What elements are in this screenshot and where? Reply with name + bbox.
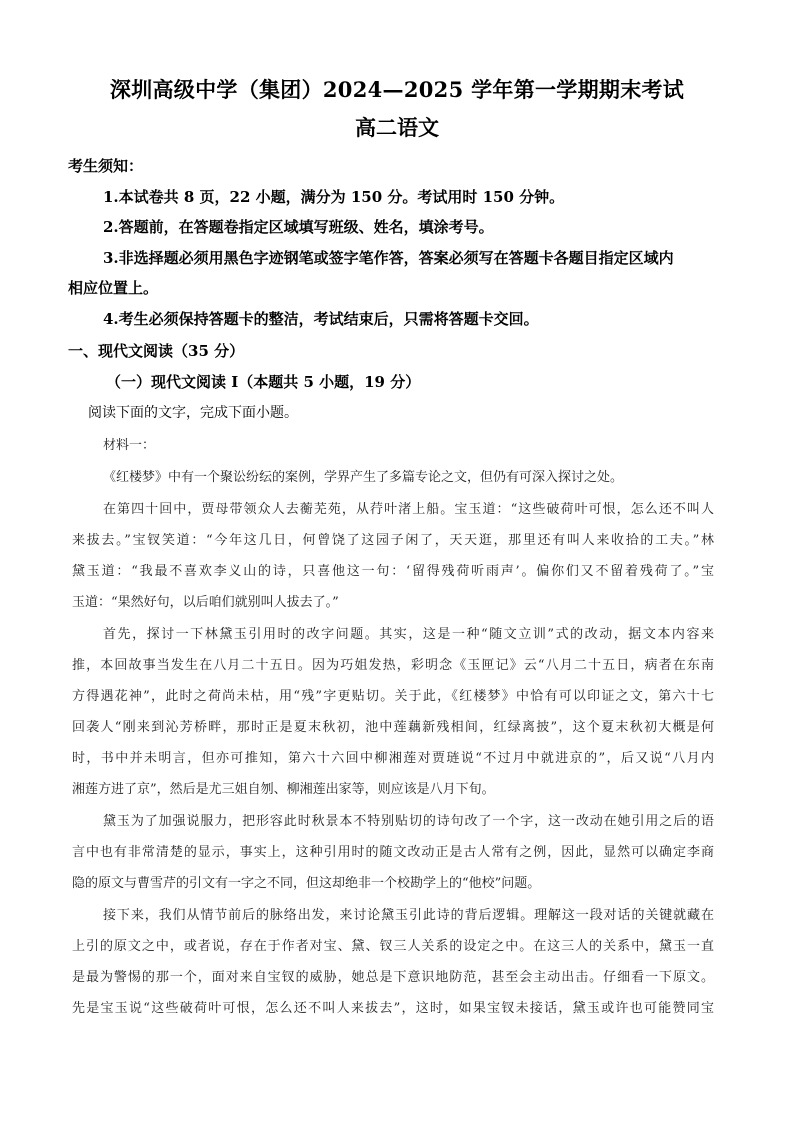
passage-line: 方得遇花神”，此时之荷尚未枯，用“残”字更贴切。关于此，《红楼梦》中恰有可以印证之文，第六十七 <box>72 689 714 704</box>
material-label: 材料一： <box>103 438 156 453</box>
passage-line: 《红楼梦》中有一个聚讼纷纭的案例，学界产生了多篇专论之文，但仍有可深入探讨之处。 <box>103 470 624 485</box>
passage-line: 先是宝玉说“这些破荷叶可恨，怎么还不叫人来拔去”，这时，如果宝钗未接话，黛玉或许也可能赞同宝 <box>72 1001 714 1016</box>
passage-line: 言中也有非常清楚的显示，事实上，这种引用时的随文改动正是古人常有之例，因此，显然可以确定李商 <box>72 845 714 860</box>
passage-line: 推，本回故事当发生在八月二十五日。因为巧姐发热，彩明念《玉匣记》云“八月二十五日，病者在东南 <box>72 658 714 673</box>
passage-line: 在第四十回中，贾母带领众人去蘅芜苑，从荇叶渚上船。宝玉道：“这些破荷叶可恨，怎么还不叫人 <box>103 502 714 517</box>
passage-line: 隐的原文与曹雪芹的引文有一字之不同，但这却绝非一个校勘学上的“他校”问题。 <box>72 876 541 891</box>
section-heading: 一、现代文阅读（35 分） <box>68 342 245 360</box>
section-subheading: （一）现代文阅读 I（本题共 5 小题，19 分） <box>106 373 421 391</box>
passage-line: 时，书中并未明言，但亦可推知，第六十六回中柳湘莲对贾琏说“不过月中就进京的”，后又说“八月内 <box>72 751 714 766</box>
notice-item: 4.考生必须保持答题卡的整洁，考试结束后，只需将答题卡交回。 <box>103 310 539 328</box>
passage-line: 是最为警惕的那一个，面对来自宝钗的威胁，她总是下意识地防范，甚至会主动出击。仔细看一下原文。 <box>72 970 714 985</box>
passage-line: 来拔去。”宝钗笑道：“今年这几日，何曾饶了这园子闲了，天天逛，那里还有叫人来收拾的工夫。”林 <box>72 533 714 548</box>
passage-line: 玉道：“果然好句，以后咱们就别叫人拔去了。” <box>72 595 339 610</box>
exam-subtitle: 高二语文 <box>355 115 439 140</box>
passage-line: 首先，探讨一下林黛玉引用时的改字问题。其实，这是一种“随文立训”式的改动，据文本内容来 <box>103 627 714 642</box>
passage-line: 湘莲方进了京”，然后是尤三姐自刎、柳湘莲出家等，则应该是八月下旬。 <box>72 782 495 797</box>
notice-heading: 考生须知： <box>68 157 144 175</box>
passage-line: 黛玉道：“我最不喜欢李义山的诗，只喜他这一句：‘留得残荷听雨声’。偏你们又不留着残荷了。”宝 <box>72 564 714 579</box>
passage-line: 黛玉为了加强说服力，把形容此时秋景本不特别贴切的诗句改了一个字，这一改动在她引用之后的语 <box>103 814 714 829</box>
notice-item: 1.本试卷共 8 页，22 小题，满分为 150 分。考试用时 150 分钟。 <box>103 188 565 206</box>
passage-line: 上引的原文之中，或者说，存在于作者对宝、黛、钗三人关系的设定之中。在这三人的关系中，黛玉一直 <box>72 939 714 954</box>
passage-line: 回袭人“刚来到沁芳桥畔，那时正是夏末秋初，池中莲藕新残相间，红绿离披”，这个夏末秋初大概是何 <box>72 720 714 735</box>
notice-item: 2.答题前，在答题卷指定区域填写班级、姓名，填涂考号。 <box>103 218 494 236</box>
exam-title: 深圳高级中学（集团）2024—2025 学年第一学期期末考试 <box>109 77 685 102</box>
notice-item: 3.非选择题必须用黑色字迹钢笔或签字笔作答，答案必须写在答题卡各题目指定区域内 <box>103 249 674 267</box>
notice-item: 相应位置上。 <box>68 279 159 297</box>
reading-instruction: 阅读下面的文字，完成下面小题。 <box>88 405 298 421</box>
passage-line: 接下来，我们从情节前后的脉络出发，来讨论黛玉引此诗的背后逻辑。理解这一段对话的关键就藏在 <box>103 908 714 923</box>
